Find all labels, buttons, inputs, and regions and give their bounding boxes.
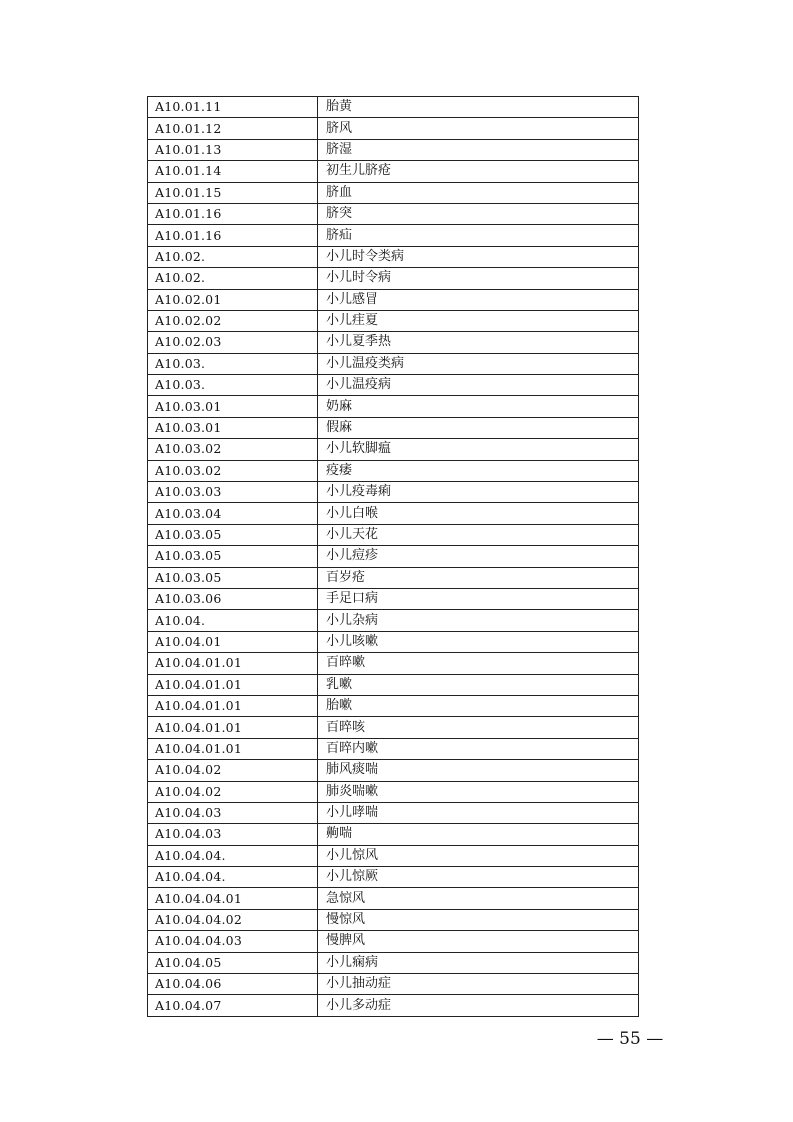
code-cell: A10.03. [148,375,318,396]
table-row [148,182,639,203]
code-cell: A10.04.01.01 [148,695,318,716]
disease-name-cell: 脐风 [318,118,639,139]
code-cell: A10.02.03 [148,332,318,353]
disease-name-cell: 乳嗽 [318,674,639,695]
code-cell: A10.01.16 [148,203,318,224]
disease-name-cell: 小儿惊厥 [318,867,639,888]
code-cell: A10.04.07 [148,995,318,1016]
table-row [148,417,639,438]
code-cell: A10.04.05 [148,952,318,973]
code-cell: A10.04.01.01 [148,717,318,738]
table-row [148,738,639,759]
table-row [148,867,639,888]
table-row [148,97,639,118]
code-cell: A10.04.03 [148,824,318,845]
table-row [148,375,639,396]
disease-name-cell: 小儿天花 [318,524,639,545]
table-row [148,460,639,481]
code-cell: A10.03.02 [148,460,318,481]
disease-name-cell: 百晬内嗽 [318,738,639,759]
code-cell: A10.04.02 [148,760,318,781]
table-row [148,268,639,289]
table-row [148,546,639,567]
code-cell: A10.03.06 [148,588,318,609]
table-row [148,802,639,823]
table-row [148,246,639,267]
disease-name-cell: 奶麻 [318,396,639,417]
code-cell: A10.03.05 [148,567,318,588]
code-cell: A10.02.02 [148,310,318,331]
code-cell: A10.03.03 [148,482,318,503]
table-row [148,824,639,845]
code-cell: A10.04.04.01 [148,888,318,909]
code-cell: A10.04.04.02 [148,909,318,930]
disease-name-cell: 小儿疰夏 [318,310,639,331]
code-cell: A10.02. [148,268,318,289]
code-cell: A10.04.04. [148,867,318,888]
disease-name-cell: 假麻 [318,417,639,438]
page-number: — 55 — [596,1029,664,1049]
code-cell: A10.03.05 [148,524,318,545]
table-row [148,760,639,781]
table-row [148,909,639,930]
disease-name-cell: 百晬咳 [318,717,639,738]
disease-name-cell: 小儿痫病 [318,952,639,973]
disease-name-cell: 脐湿 [318,139,639,160]
disease-name-cell: 小儿抽动症 [318,974,639,995]
code-cell: A10.04.01.01 [148,674,318,695]
table-row [148,952,639,973]
code-cell: A10.03.01 [148,417,318,438]
disease-name-cell: 小儿夏季热 [318,332,639,353]
code-cell: A10.03.01 [148,396,318,417]
disease-name-cell: 肺炎喘嗽 [318,781,639,802]
table-row [148,674,639,695]
table-row [148,310,639,331]
disease-name-cell: 齁喘 [318,824,639,845]
table-row [148,353,639,374]
code-cell: A10.03. [148,353,318,374]
code-cell: A10.04.03 [148,802,318,823]
disease-name-cell: 疫痿 [318,460,639,481]
disease-name-cell: 胎嗽 [318,695,639,716]
table-row [148,289,639,310]
table-row [148,931,639,952]
code-cell: A10.04. [148,610,318,631]
disease-name-cell: 小儿杂病 [318,610,639,631]
table-row [148,139,639,160]
code-cell: A10.01.14 [148,161,318,182]
code-cell: A10.03.05 [148,546,318,567]
disease-name-cell: 小儿感冒 [318,289,639,310]
code-cell: A10.04.01.01 [148,653,318,674]
table-row [148,781,639,802]
code-cell: A10.02. [148,246,318,267]
disease-code-table [147,96,639,1017]
table-body [148,97,639,1017]
code-cell: A10.04.02 [148,781,318,802]
table-row [148,974,639,995]
disease-name-cell: 脐疝 [318,225,639,246]
table-row [148,695,639,716]
table-row [148,118,639,139]
disease-name-cell: 小儿白喉 [318,503,639,524]
table-row [148,567,639,588]
disease-name-cell: 小儿时令病 [318,268,639,289]
disease-name-cell: 胎黄 [318,97,639,118]
code-cell: A10.01.16 [148,225,318,246]
disease-name-cell: 小儿软脚瘟 [318,439,639,460]
disease-name-cell: 脐血 [318,182,639,203]
code-cell: A10.02.01 [148,289,318,310]
table-row [148,439,639,460]
table-row [148,396,639,417]
table-row [148,332,639,353]
disease-name-cell: 脐突 [318,203,639,224]
disease-name-cell: 慢惊风 [318,909,639,930]
disease-name-cell: 肺风痰喘 [318,760,639,781]
table-row [148,225,639,246]
disease-name-cell: 小儿温疫病 [318,375,639,396]
disease-name-cell: 小儿惊风 [318,845,639,866]
table-row [148,888,639,909]
disease-name-cell: 小儿咳嗽 [318,631,639,652]
table-row [148,653,639,674]
code-cell: A10.01.12 [148,118,318,139]
code-cell: A10.04.06 [148,974,318,995]
table-row [148,588,639,609]
table-row [148,845,639,866]
code-cell: A10.01.15 [148,182,318,203]
table-row [148,524,639,545]
disease-name-cell: 小儿疫毒痢 [318,482,639,503]
disease-name-cell: 百晬嗽 [318,653,639,674]
code-cell: A10.04.01 [148,631,318,652]
code-cell: A10.03.02 [148,439,318,460]
table-row [148,503,639,524]
disease-name-cell: 百岁疮 [318,567,639,588]
table-row [148,482,639,503]
table-row [148,717,639,738]
table-row [148,631,639,652]
disease-name-cell: 小儿温疫类病 [318,353,639,374]
disease-name-cell: 小儿多动症 [318,995,639,1016]
code-cell: A10.04.04.03 [148,931,318,952]
table-row [148,203,639,224]
disease-name-cell: 慢脾风 [318,931,639,952]
table-row [148,610,639,631]
disease-name-cell: 小儿时令类病 [318,246,639,267]
code-cell: A10.01.13 [148,139,318,160]
disease-name-cell: 急惊风 [318,888,639,909]
disease-name-cell: 小儿哮喘 [318,802,639,823]
disease-name-cell: 初生儿脐疮 [318,161,639,182]
disease-name-cell: 小儿痘疹 [318,546,639,567]
disease-name-cell: 手足口病 [318,588,639,609]
code-cell: A10.04.04. [148,845,318,866]
code-cell: A10.01.11 [148,97,318,118]
code-cell: A10.04.01.01 [148,738,318,759]
table-row [148,995,639,1016]
code-cell: A10.03.04 [148,503,318,524]
table-row [148,161,639,182]
